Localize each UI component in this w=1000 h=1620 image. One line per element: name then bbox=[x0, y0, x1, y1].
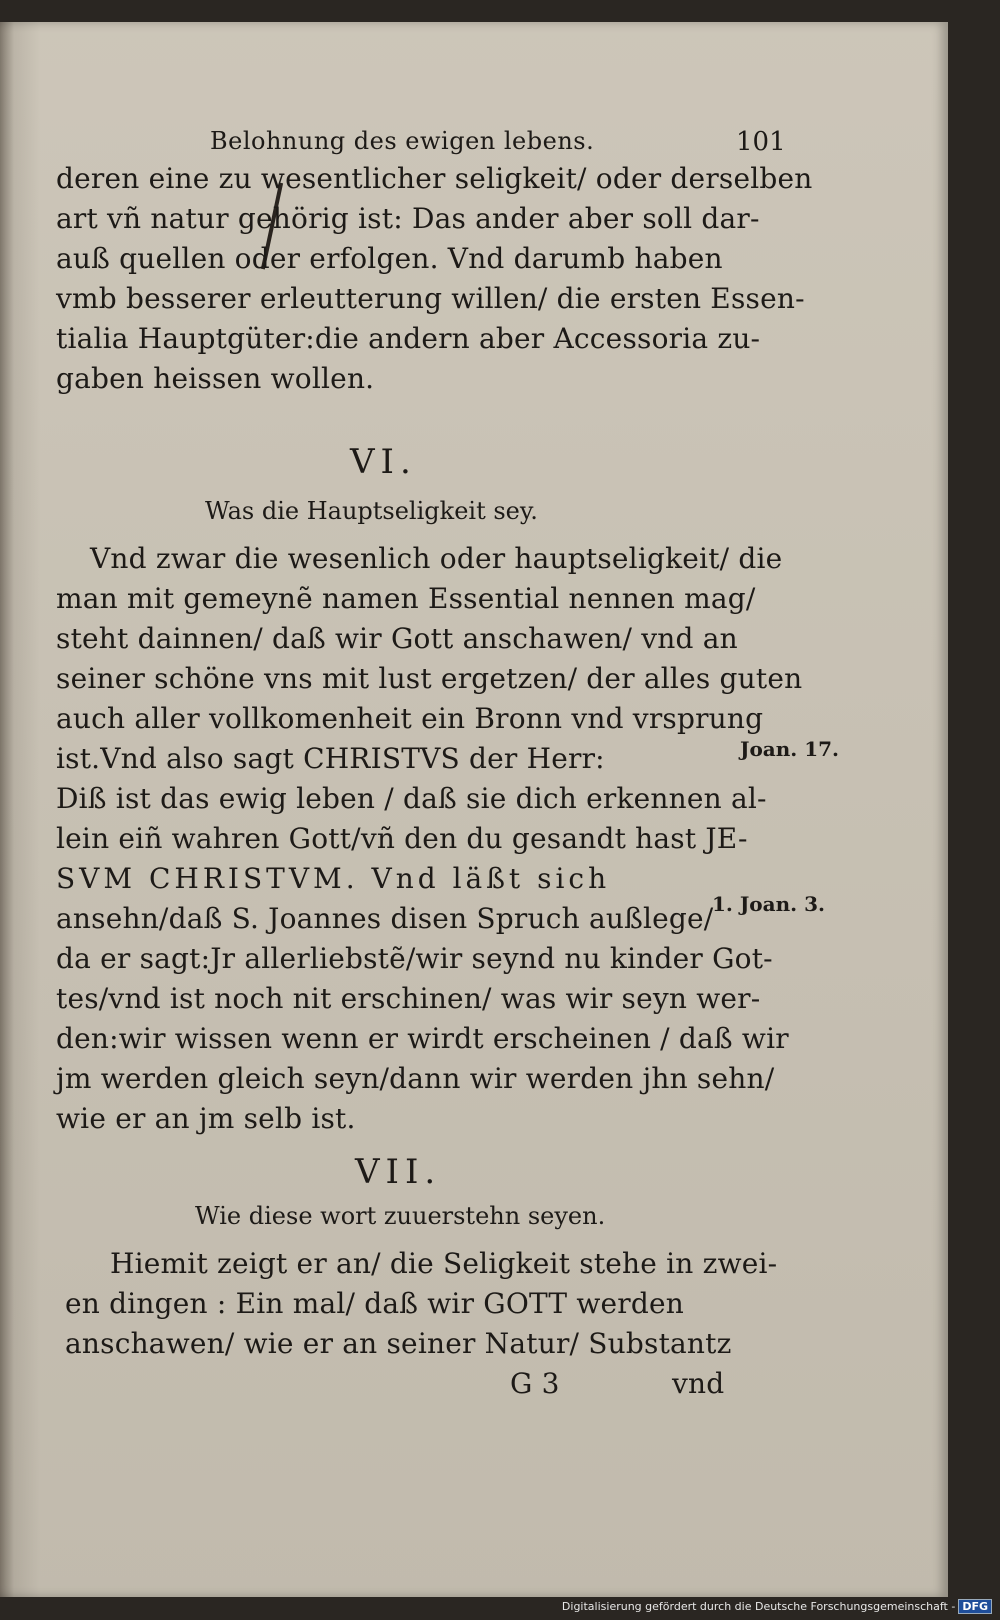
text-line: tialia Hauptgüter:die andern aber Accessoria zu- bbox=[56, 322, 761, 355]
section-heading: Wie diese wort zuuerstehn seyen. bbox=[195, 1202, 606, 1230]
section-numeral: VI. bbox=[350, 442, 417, 482]
text-line: jm werden gleich seyn/dann wir werden jhn sehn/ bbox=[56, 1062, 775, 1095]
text-line: ist.Vnd also sagt CHRISTVS der Herr: bbox=[56, 742, 605, 775]
page-number: 101 bbox=[736, 127, 786, 157]
catchword: vnd bbox=[672, 1367, 725, 1400]
text-line: lein eiñ wahren Gott/vñ den du gesandt hast JE- bbox=[56, 822, 748, 855]
text-line: man mit gemeynẽ namen Essential nennen mag/ bbox=[56, 582, 756, 615]
text-line: Diß ist das ewig leben / daß sie dich erkennen al- bbox=[56, 782, 767, 815]
text-line: da er sagt:Jr allerliebstẽ/wir seynd nu kinder Got- bbox=[56, 942, 773, 975]
text-line: vmb besserer erleutterung willen/ die ersten Essen- bbox=[56, 282, 805, 315]
text-line: steht dainnen/ daß wir Gott anschawen/ vnd an bbox=[56, 622, 738, 655]
signature-mark: G 3 bbox=[510, 1367, 560, 1400]
text-line: deren eine zu wesentlicher seligkeit/ oder derselben bbox=[56, 162, 813, 195]
text-line: wie er an jm selb ist. bbox=[56, 1102, 356, 1135]
text-line: SVM CHRISTVM. Vnd läßt sich bbox=[56, 862, 611, 895]
text-line: tes/vnd ist noch nit erschinen/ was wir seyn wer- bbox=[56, 982, 761, 1015]
text-line: den:wir wissen wenn er wirdt erscheinen / daß wir bbox=[56, 1022, 789, 1055]
margin-note: Joan. 17. bbox=[740, 737, 840, 761]
text-line: Hiemit zeigt er an/ die Seligkeit stehe in zwei- bbox=[110, 1247, 778, 1280]
dfg-logo: DFG bbox=[958, 1599, 992, 1614]
digitization-credit bbox=[562, 1599, 992, 1614]
text-line: art vñ natur gehörig ist: Das ander aber soll dar- bbox=[56, 202, 760, 235]
text-line: auch aller vollkomenheit ein Bronn vnd vrsprung bbox=[56, 702, 764, 735]
text-line: anschawen/ wie er an seiner Natur/ Substantz bbox=[65, 1327, 732, 1360]
running-title: Belohnung des ewigen lebens. bbox=[210, 127, 595, 155]
text-line: gaben heissen wollen. bbox=[56, 362, 375, 395]
text-line: Vnd zwar die wesenlich oder hauptseligkeit/ die bbox=[90, 542, 783, 575]
section-numeral: VII. bbox=[355, 1152, 442, 1192]
text-line: en dingen : Ein mal/ daß wir GOTT werden bbox=[65, 1287, 685, 1320]
section-heading: Was die Hauptseligkeit sey. bbox=[205, 497, 538, 525]
margin-note: 1. Joan. 3. bbox=[712, 892, 825, 916]
text-line: ansehn/daß S. Joannes disen Spruch außlege/ bbox=[56, 902, 714, 935]
book-page bbox=[0, 22, 948, 1597]
credit-text: Digitalisierung gefördert durch die Deutsche Forschungsgemeinschaft - bbox=[561, 1600, 956, 1613]
text-line: seiner schöne vns mit lust ergetzen/ der alles guten bbox=[56, 662, 803, 695]
text-line: auß quellen oder erfolgen. Vnd darumb haben bbox=[56, 242, 723, 275]
